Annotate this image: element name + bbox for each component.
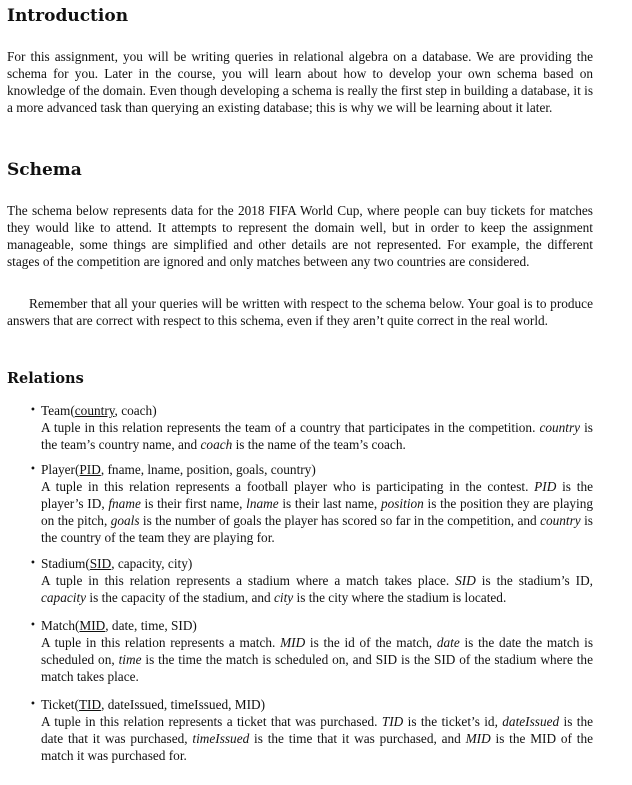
schema-paragraph-2: Remember that all your queries will be written with respect to the schema below. Your goal is to produce answers that are correct with respect to this schema, even if they aren’t quite correct in the real world. — [7, 296, 593, 328]
relation-ticket-description: A tuple in this relation represents a ticket that was purchased. TID is the ticket’s id, dateIssued is the date that it was purchased, timeIssued is the time that it was purchased, and MID is the MID of the match it was purchased for. — [41, 714, 593, 763]
schema-heading: Schema — [7, 160, 82, 180]
bullet-icon: • — [30, 405, 36, 416]
relation-stadium-description: A tuple in this relation represents a stadium where a match takes place. SID is the stadium’s ID, capacity is the capacity of the stadium, and city is the city where the stadium is located. — [41, 573, 593, 605]
intro-heading: Introduction — [7, 6, 129, 26]
bullet-icon: • — [30, 558, 36, 569]
relation-match-signature: Match(MID, date, time, SID) — [41, 618, 197, 633]
relation-player-description: A tuple in this relation represents a football player who is participating in the contest. PID is the player’s ID, fname is their first name, lname is their last name, position is the position they are playing on the pitch, goals is the number of goals the player has scored so far in the competition, and country is the country of the team they are playing for. — [41, 479, 593, 545]
schema-paragraph-1: The schema below represents data for the 2018 FIFA World Cup, where people can buy tickets for matches they would like to attend. It attempts to represent the domain well, but in order to keep the assignment manageable, some things are simplified and other details are not represented. For example, the different stages of the competition are ignored and only matches between any two countries are considered. — [7, 203, 593, 269]
primary-key: PID — [79, 462, 101, 477]
bullet-icon: • — [30, 620, 36, 631]
relation-team-description: A tuple in this relation represents the team of a country that participates in the competition. country is the team’s country name, and coach is the name of the team’s coach. — [41, 420, 593, 452]
primary-key: MID — [79, 618, 106, 633]
primary-key: country — [74, 403, 115, 418]
intro-paragraph: For this assignment, you will be writing queries in relational algebra on a database. We are providing the schema for you. Later in the course, you will learn about how to develop your own schema based on knowledge of the domain. Even though developing a schema is really the first step in building a database, it is a more advanced task than querying an existing database; this is why we will be learning about it later. — [7, 49, 593, 115]
relation-player-signature: Player(PID, fname, lname, position, goals, country) — [41, 462, 316, 477]
relation-ticket-signature: Ticket(TID, dateIssued, timeIssued, MID) — [41, 697, 266, 712]
bullet-icon: • — [30, 699, 36, 710]
primary-key: SID — [89, 556, 112, 571]
bullet-icon: • — [30, 464, 36, 475]
relation-stadium-signature: Stadium(SID, capacity, city) — [41, 556, 193, 571]
relation-team-signature: Team(country, coach) — [41, 403, 157, 418]
relations-heading: Relations — [7, 370, 84, 387]
relation-match-description: A tuple in this relation represents a match. MID is the id of the match, date is the date the match is scheduled on, time is the time the match is scheduled on, and SID is the SID of the stadium where the match takes place. — [41, 635, 593, 684]
primary-key: TID — [78, 697, 102, 712]
